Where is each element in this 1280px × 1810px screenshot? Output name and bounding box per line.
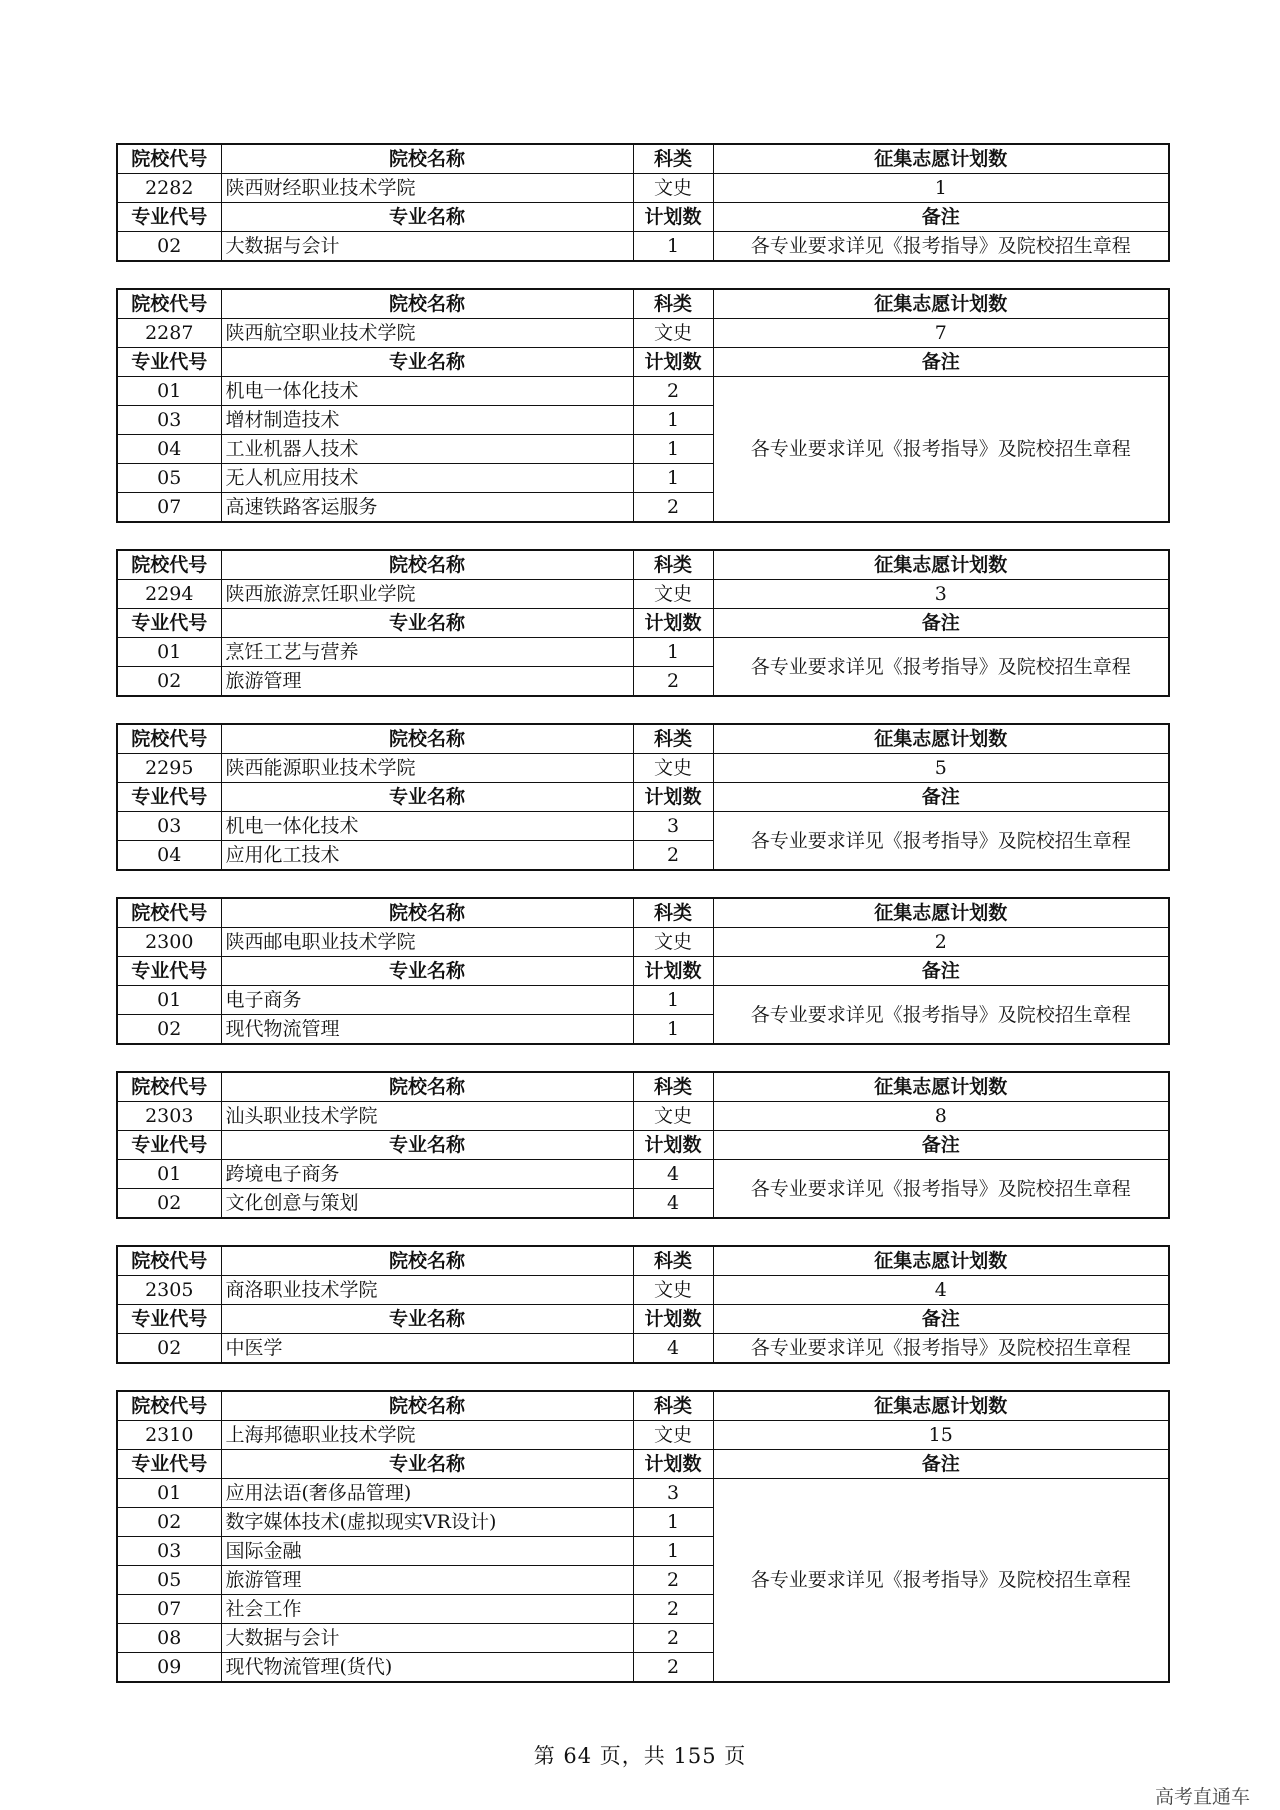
- school-block: [116, 1071, 1170, 1219]
- major-code-header: 专业代号: [117, 203, 221, 232]
- major-name: 国际金融: [221, 1537, 633, 1566]
- school-name-header: 院校名称: [221, 550, 633, 580]
- major-code: 05: [117, 1566, 221, 1595]
- major-row: [117, 812, 1169, 841]
- major-code-header: 专业代号: [117, 1450, 221, 1479]
- major-name: 机电一体化技术: [221, 812, 633, 841]
- major-name: 工业机器人技术: [221, 435, 633, 464]
- note-header: 备注: [713, 957, 1169, 986]
- major-plan-count: 2: [633, 667, 713, 697]
- admission-plan-tables: [116, 143, 1168, 1709]
- school-code-header: 院校代号: [117, 550, 221, 580]
- major-plan-count: 3: [633, 1479, 713, 1508]
- category-header: 科类: [633, 144, 713, 174]
- major-code: 03: [117, 1537, 221, 1566]
- school-category: 文史: [633, 928, 713, 957]
- school-block: [116, 897, 1170, 1045]
- major-name-header: 专业名称: [221, 783, 633, 812]
- major-plan-count: 4: [633, 1160, 713, 1189]
- major-code: 02: [117, 1334, 221, 1364]
- school-header-row: [117, 1072, 1169, 1102]
- school-plan-total: 3: [713, 580, 1169, 609]
- major-name-header: 专业名称: [221, 348, 633, 377]
- major-note: 各专业要求详见《报考指导》及院校招生章程: [713, 232, 1169, 262]
- major-note: 各专业要求详见《报考指导》及院校招生章程: [713, 1479, 1169, 1683]
- school-code-header: 院校代号: [117, 898, 221, 928]
- major-plan-count: 1: [633, 1508, 713, 1537]
- major-plan-count: 2: [633, 493, 713, 523]
- school-header-row: [117, 289, 1169, 319]
- school-plan-total: 4: [713, 1276, 1169, 1305]
- school-header-row: [117, 724, 1169, 754]
- school-code-header: 院校代号: [117, 1072, 221, 1102]
- major-plan-count: 2: [633, 1566, 713, 1595]
- major-header-row: [117, 348, 1169, 377]
- major-plan-count: 2: [633, 377, 713, 406]
- major-plan-count: 1: [633, 435, 713, 464]
- school-name-header: 院校名称: [221, 1391, 633, 1421]
- school-code: 2303: [117, 1102, 221, 1131]
- page-number: 第 64 页，共 155 页: [533, 1744, 747, 1768]
- school-plan-total: 2: [713, 928, 1169, 957]
- major-code: 09: [117, 1653, 221, 1683]
- major-plan-count: 2: [633, 1653, 713, 1683]
- school-block: [116, 288, 1170, 523]
- major-plan-count: 1: [633, 638, 713, 667]
- major-header-row: [117, 203, 1169, 232]
- major-name-header: 专业名称: [221, 1305, 633, 1334]
- note-header: 备注: [713, 783, 1169, 812]
- major-plan-count: 1: [633, 464, 713, 493]
- school-block: [116, 1390, 1170, 1683]
- major-code: 03: [117, 812, 221, 841]
- major-name-header: 专业名称: [221, 1131, 633, 1160]
- school-block: [116, 723, 1170, 871]
- school-header-row: [117, 144, 1169, 174]
- major-name: 旅游管理: [221, 667, 633, 697]
- major-name: 高速铁路客运服务: [221, 493, 633, 523]
- major-code: 07: [117, 493, 221, 523]
- school-name: 上海邦德职业技术学院: [221, 1421, 633, 1450]
- school-block: [116, 143, 1170, 262]
- major-name: 数字媒体技术(虚拟现实VR设计): [221, 1508, 633, 1537]
- school-plan-total: 7: [713, 319, 1169, 348]
- plan-total-header: 征集志愿计划数: [713, 550, 1169, 580]
- major-plan-count: 1: [633, 1015, 713, 1045]
- major-name-header: 专业名称: [221, 957, 633, 986]
- note-header: 备注: [713, 348, 1169, 377]
- school-name-header: 院校名称: [221, 289, 633, 319]
- major-plan-count: 1: [633, 986, 713, 1015]
- major-name: 增材制造技术: [221, 406, 633, 435]
- major-name: 文化创意与策划: [221, 1189, 633, 1219]
- school-code: 2295: [117, 754, 221, 783]
- school-plan-total: 8: [713, 1102, 1169, 1131]
- major-code: 03: [117, 406, 221, 435]
- major-row: [117, 638, 1169, 667]
- school-code: 2294: [117, 580, 221, 609]
- plan-total-header: 征集志愿计划数: [713, 144, 1169, 174]
- school-category: 文史: [633, 580, 713, 609]
- major-plan-count: 3: [633, 812, 713, 841]
- school-name: 陕西旅游烹饪职业学院: [221, 580, 633, 609]
- school-info-row: [117, 580, 1169, 609]
- school-name: 陕西航空职业技术学院: [221, 319, 633, 348]
- major-code: 08: [117, 1624, 221, 1653]
- major-plan-count: 2: [633, 1624, 713, 1653]
- school-block: [116, 1245, 1170, 1364]
- plan-count-header: 计划数: [633, 957, 713, 986]
- major-note: 各专业要求详见《报考指导》及院校招生章程: [713, 377, 1169, 523]
- school-header-row: [117, 1246, 1169, 1276]
- major-code-header: 专业代号: [117, 957, 221, 986]
- school-info-row: [117, 1102, 1169, 1131]
- major-name: 大数据与会计: [221, 232, 633, 262]
- school-code-header: 院校代号: [117, 289, 221, 319]
- major-name: 应用化工技术: [221, 841, 633, 871]
- major-plan-count: 1: [633, 406, 713, 435]
- major-name: 旅游管理: [221, 1566, 633, 1595]
- category-header: 科类: [633, 289, 713, 319]
- school-plan-total: 1: [713, 174, 1169, 203]
- major-header-row: [117, 783, 1169, 812]
- major-name-header: 专业名称: [221, 203, 633, 232]
- major-name: 中医学: [221, 1334, 633, 1364]
- category-header: 科类: [633, 1391, 713, 1421]
- major-code: 02: [117, 232, 221, 262]
- major-name-header: 专业名称: [221, 1450, 633, 1479]
- major-row: [117, 1160, 1169, 1189]
- school-name-header: 院校名称: [221, 724, 633, 754]
- school-info-row: [117, 928, 1169, 957]
- major-header-row: [117, 1450, 1169, 1479]
- major-note: 各专业要求详见《报考指导》及院校招生章程: [713, 1334, 1169, 1364]
- major-name: 大数据与会计: [221, 1624, 633, 1653]
- school-name-header: 院校名称: [221, 144, 633, 174]
- school-name: 汕头职业技术学院: [221, 1102, 633, 1131]
- major-row: [117, 232, 1169, 262]
- major-name-header: 专业名称: [221, 609, 633, 638]
- school-header-row: [117, 898, 1169, 928]
- school-name: 陕西财经职业技术学院: [221, 174, 633, 203]
- plan-count-header: 计划数: [633, 1131, 713, 1160]
- major-code: 07: [117, 1595, 221, 1624]
- major-code: 01: [117, 638, 221, 667]
- school-category: 文史: [633, 319, 713, 348]
- major-row: [117, 1479, 1169, 1508]
- school-code: 2282: [117, 174, 221, 203]
- major-header-row: [117, 609, 1169, 638]
- plan-count-header: 计划数: [633, 1305, 713, 1334]
- major-header-row: [117, 1131, 1169, 1160]
- major-name: 机电一体化技术: [221, 377, 633, 406]
- category-header: 科类: [633, 1246, 713, 1276]
- major-code-header: 专业代号: [117, 348, 221, 377]
- school-code: 2305: [117, 1276, 221, 1305]
- major-code: 01: [117, 986, 221, 1015]
- major-name: 现代物流管理: [221, 1015, 633, 1045]
- major-name: 烹饪工艺与营养: [221, 638, 633, 667]
- plan-total-header: 征集志愿计划数: [713, 1072, 1169, 1102]
- plan-count-header: 计划数: [633, 609, 713, 638]
- major-name: 应用法语(奢侈品管理): [221, 1479, 633, 1508]
- major-plan-count: 1: [633, 1537, 713, 1566]
- plan-total-header: 征集志愿计划数: [713, 724, 1169, 754]
- major-note: 各专业要求详见《报考指导》及院校招生章程: [713, 638, 1169, 697]
- major-note: 各专业要求详见《报考指导》及院校招生章程: [713, 986, 1169, 1045]
- school-code: 2310: [117, 1421, 221, 1450]
- major-header-row: [117, 1305, 1169, 1334]
- school-name-header: 院校名称: [221, 898, 633, 928]
- major-code-header: 专业代号: [117, 1131, 221, 1160]
- major-code: 01: [117, 377, 221, 406]
- major-plan-count: 2: [633, 1595, 713, 1624]
- plan-count-header: 计划数: [633, 783, 713, 812]
- note-header: 备注: [713, 1305, 1169, 1334]
- major-header-row: [117, 957, 1169, 986]
- school-plan-total: 15: [713, 1421, 1169, 1450]
- major-code: 01: [117, 1160, 221, 1189]
- major-name: 跨境电子商务: [221, 1160, 633, 1189]
- major-name: 无人机应用技术: [221, 464, 633, 493]
- major-name: 电子商务: [221, 986, 633, 1015]
- major-name: 社会工作: [221, 1595, 633, 1624]
- major-name: 现代物流管理(货代): [221, 1653, 633, 1683]
- plan-count-header: 计划数: [633, 348, 713, 377]
- school-code-header: 院校代号: [117, 1391, 221, 1421]
- category-header: 科类: [633, 550, 713, 580]
- school-name: 陕西能源职业技术学院: [221, 754, 633, 783]
- major-row: [117, 377, 1169, 406]
- major-code: 04: [117, 841, 221, 871]
- plan-total-header: 征集志愿计划数: [713, 1246, 1169, 1276]
- school-code: 2300: [117, 928, 221, 957]
- major-code: 02: [117, 1189, 221, 1219]
- major-code: 02: [117, 667, 221, 697]
- major-code: 02: [117, 1508, 221, 1537]
- note-header: 备注: [713, 1450, 1169, 1479]
- category-header: 科类: [633, 1072, 713, 1102]
- school-code: 2287: [117, 319, 221, 348]
- plan-total-header: 征集志愿计划数: [713, 1391, 1169, 1421]
- category-header: 科类: [633, 898, 713, 928]
- major-code: 02: [117, 1015, 221, 1045]
- major-row: [117, 986, 1169, 1015]
- major-note: 各专业要求详见《报考指导》及院校招生章程: [713, 1160, 1169, 1219]
- major-plan-count: 1: [633, 232, 713, 262]
- major-plan-count: 4: [633, 1189, 713, 1219]
- school-header-row: [117, 1391, 1169, 1421]
- major-code-header: 专业代号: [117, 609, 221, 638]
- school-code-header: 院校代号: [117, 1246, 221, 1276]
- school-category: 文史: [633, 1421, 713, 1450]
- school-block: [116, 549, 1170, 697]
- major-row: [117, 1334, 1169, 1364]
- school-name: 商洛职业技术学院: [221, 1276, 633, 1305]
- major-plan-count: 2: [633, 841, 713, 871]
- school-category: 文史: [633, 754, 713, 783]
- major-code-header: 专业代号: [117, 783, 221, 812]
- major-code: 05: [117, 464, 221, 493]
- school-info-row: [117, 174, 1169, 203]
- school-category: 文史: [633, 174, 713, 203]
- major-plan-count: 4: [633, 1334, 713, 1364]
- note-header: 备注: [713, 203, 1169, 232]
- plan-total-header: 征集志愿计划数: [713, 898, 1169, 928]
- school-header-row: [117, 550, 1169, 580]
- note-header: 备注: [713, 1131, 1169, 1160]
- note-header: 备注: [713, 609, 1169, 638]
- school-info-row: [117, 1276, 1169, 1305]
- school-category: 文史: [633, 1102, 713, 1131]
- plan-total-header: 征集志愿计划数: [713, 289, 1169, 319]
- major-code: 04: [117, 435, 221, 464]
- plan-count-header: 计划数: [633, 1450, 713, 1479]
- school-info-row: [117, 1421, 1169, 1450]
- school-code-header: 院校代号: [117, 144, 221, 174]
- school-name-header: 院校名称: [221, 1246, 633, 1276]
- school-name-header: 院校名称: [221, 1072, 633, 1102]
- plan-count-header: 计划数: [633, 203, 713, 232]
- major-note: 各专业要求详见《报考指导》及院校招生章程: [713, 812, 1169, 871]
- school-plan-total: 5: [713, 754, 1169, 783]
- school-name: 陕西邮电职业技术学院: [221, 928, 633, 957]
- watermark: 高考直通车: [1154, 1786, 1250, 1808]
- school-info-row: [117, 754, 1169, 783]
- school-info-row: [117, 319, 1169, 348]
- category-header: 科类: [633, 724, 713, 754]
- school-category: 文史: [633, 1276, 713, 1305]
- school-code-header: 院校代号: [117, 724, 221, 754]
- major-code: 01: [117, 1479, 221, 1508]
- major-code-header: 专业代号: [117, 1305, 221, 1334]
